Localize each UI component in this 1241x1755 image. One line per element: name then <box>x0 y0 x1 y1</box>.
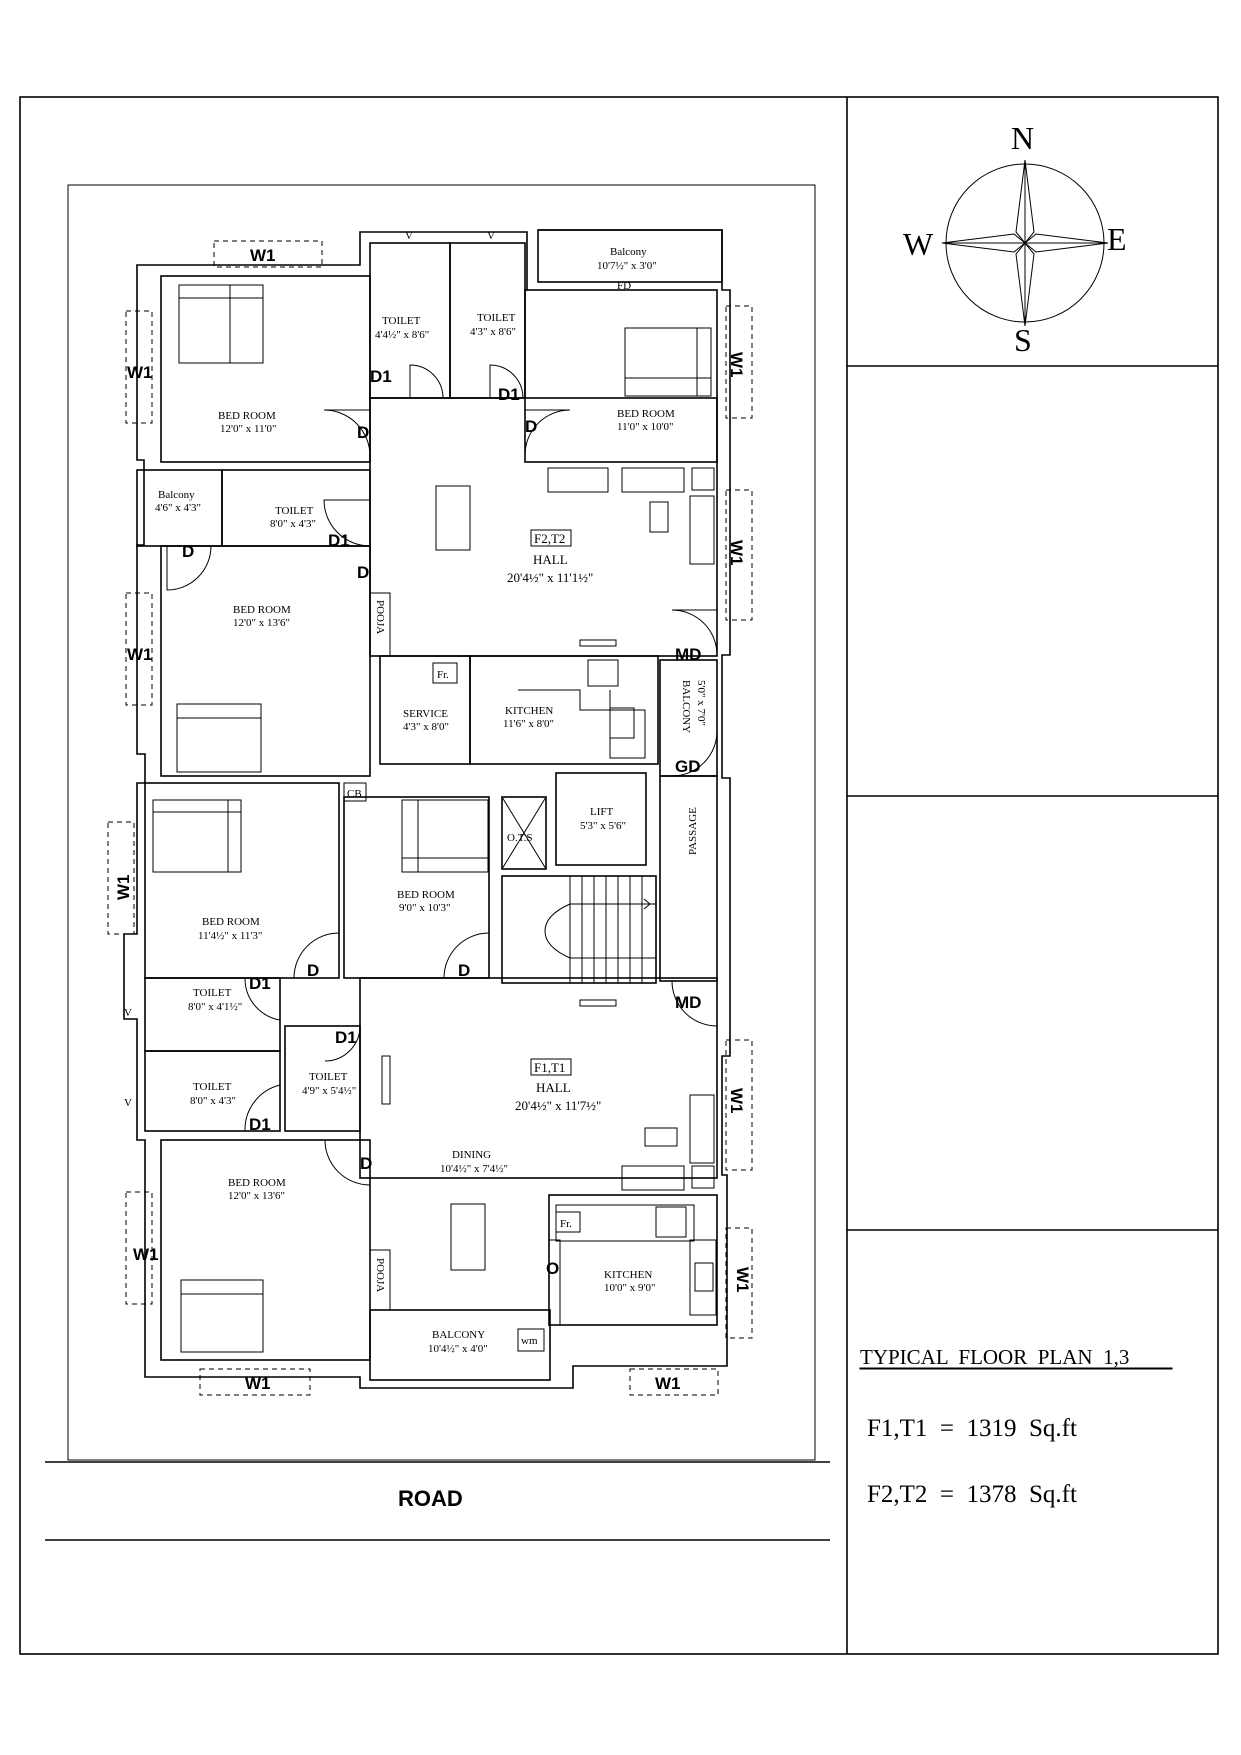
bed5-name: BED ROOM <box>397 889 455 901</box>
compass-north: N <box>1011 120 1035 156</box>
balcony-bottom-name: BALCONY <box>432 1329 486 1341</box>
bed6-name: BED ROOM <box>228 1177 286 1189</box>
toilet-vent-label: V <box>124 1097 132 1109</box>
compass-rose-icon <box>942 160 1108 326</box>
passage-outline <box>660 776 717 981</box>
door-d1-label: D1 <box>335 1028 357 1047</box>
compass-south: S <box>1014 322 1032 358</box>
compass-east: E <box>1107 221 1127 257</box>
passage-label: PASSAGE <box>687 807 699 855</box>
toilet-d-size: 8'0" x 4'1½" <box>188 1001 243 1013</box>
toilet-b-name: TOILET <box>477 312 516 324</box>
lift-size: 5'3" x 5'6" <box>580 820 626 832</box>
bed3-name: BED ROOM <box>233 604 291 616</box>
bed4-size: 11'4½" x 11'3" <box>198 930 263 942</box>
window-label: W1 <box>114 874 133 900</box>
kitchen1-outline <box>549 1195 717 1325</box>
balcony-side-size: 5'0" x 7'0" <box>695 680 707 726</box>
window-label: W1 <box>127 645 153 664</box>
toilet-a-size: 4'4½" x 8'6" <box>375 329 430 341</box>
fridge-label: Fr. <box>560 1218 572 1230</box>
main-door-label: MD <box>675 645 702 664</box>
fd-label: FD <box>617 280 632 292</box>
door-d1-label: D1 <box>370 367 392 386</box>
door-d-label: D <box>182 542 195 561</box>
door-d-label: D <box>360 1154 373 1173</box>
door-d-label: D <box>458 961 471 980</box>
balcony-top-size: 10'7½" x 3'0" <box>597 260 657 272</box>
pooja1-label: POOJA <box>374 600 386 635</box>
dining-name: DINING <box>452 1149 492 1161</box>
balcony-small-name: Balcony <box>158 489 195 501</box>
bed2-room-outline <box>525 290 717 462</box>
bed3-room-outline <box>161 546 370 776</box>
legend-title: TYPICAL FLOOR PLAN 1,3 <box>860 1345 1130 1369</box>
washing-machine-label: wm <box>521 1335 538 1347</box>
main-door-label: MD <box>675 993 702 1012</box>
hall2-outline <box>370 398 717 656</box>
hall2-name: HALL <box>533 552 568 567</box>
bed2-name: BED ROOM <box>617 408 675 420</box>
cb-label: CB <box>347 788 362 800</box>
hall1-tag: F1,T1 <box>534 1060 566 1075</box>
window-label: W1 <box>250 246 276 265</box>
balcony-bottom-size: 10'4½" x 4'0" <box>428 1343 488 1355</box>
toilet-c-size: 8'0" x 4'3" <box>270 518 316 530</box>
lift-outline <box>556 773 646 865</box>
toilet-vent-label: V <box>405 230 413 242</box>
bed4-name: BED ROOM <box>202 916 260 928</box>
window-label: W1 <box>727 352 746 378</box>
door-d1-label: D1 <box>498 385 520 404</box>
staircase <box>502 876 656 983</box>
bed2-size: 11'0" x 10'0" <box>617 421 674 433</box>
road-label: ROAD <box>398 1486 463 1511</box>
balcony-top-name: Balcony <box>610 246 647 258</box>
hall1-name: HALL <box>536 1080 571 1095</box>
toilet-f-size: 4'9" x 5'4½" <box>302 1085 357 1097</box>
window-label: W1 <box>127 363 153 382</box>
kitchen1-size: 10'0" x 9'0" <box>604 1282 656 1294</box>
bed1-size: 12'0" x 11'0" <box>220 423 277 435</box>
bed1-name: BED ROOM <box>218 410 276 422</box>
door-d1-label: D1 <box>249 1115 271 1134</box>
bed5-room-outline <box>344 797 489 978</box>
door-d-label: D <box>357 563 370 582</box>
toilet-e-size: 8'0" x 4'3" <box>190 1095 236 1107</box>
ots-label: O.T.S <box>507 832 533 844</box>
hall2-size: 20'4½" x 11'1½" <box>507 570 594 585</box>
door-d-label: D <box>525 417 538 436</box>
door-d1-label: D1 <box>328 531 350 550</box>
window-label: W1 <box>655 1374 681 1393</box>
fridge-label: Fr. <box>437 669 449 681</box>
bed5-size: 9'0" x 10'3" <box>399 902 451 914</box>
balcony-small-size: 4'6" x 4'3" <box>155 502 201 514</box>
bed6-room-outline <box>161 1140 373 1360</box>
dining-size: 10'4½" x 7'4½" <box>440 1163 508 1175</box>
service-name: SERVICE <box>403 708 448 720</box>
lift-name: LIFT <box>590 806 614 818</box>
door-d1-label: D1 <box>249 974 271 993</box>
door-d-label: D <box>357 423 370 442</box>
hall1-size: 20'4½" x 11'7½" <box>515 1098 602 1113</box>
toilet-a-name: TOILET <box>382 315 421 327</box>
toilet-vent-label: V <box>487 230 495 242</box>
hall1-outline <box>360 978 717 1178</box>
door-d-label: D <box>307 961 320 980</box>
toilet-f-name: TOILET <box>309 1071 348 1083</box>
toilet-b-size: 4'3" x 8'6" <box>470 326 516 338</box>
hall2-tag: F2,T2 <box>534 531 566 546</box>
window-label: W1 <box>727 540 746 566</box>
balcony-side-label: BALCONY <box>680 680 692 734</box>
window-label: W1 <box>245 1374 271 1393</box>
grill-door-label: GD <box>675 757 701 776</box>
site-boundary <box>68 185 815 1460</box>
door-swings <box>167 365 717 1185</box>
exterior-walls <box>124 230 730 1388</box>
pooja2-label: POOJA <box>374 1258 386 1293</box>
window-label: W1 <box>727 1088 746 1114</box>
kitchen1-name: KITCHEN <box>604 1269 653 1281</box>
window-label: W1 <box>133 1245 159 1264</box>
kitchen2-name: KITCHEN <box>505 705 554 717</box>
toilet-e-name: TOILET <box>193 1081 232 1093</box>
o-marker: O <box>546 1259 560 1278</box>
toilet-d-name: TOILET <box>193 987 232 999</box>
legend-f1t1: F1,T1 = 1319 Sq.ft <box>867 1415 1077 1442</box>
service-size: 4'3" x 8'0" <box>403 721 449 733</box>
bed3-size: 12'0" x 13'6" <box>233 617 290 629</box>
bed6-size: 12'0" x 13'6" <box>228 1190 285 1202</box>
legend-f2t2: F2,T2 = 1378 Sq.ft <box>867 1481 1077 1508</box>
kitchen2-size: 11'6" x 8'0" <box>503 718 555 730</box>
compass-west: W <box>903 226 934 262</box>
window-label: W1 <box>733 1267 752 1293</box>
toilet-vent-label: V <box>124 1007 132 1019</box>
toilet-c-name: TOILET <box>275 505 314 517</box>
